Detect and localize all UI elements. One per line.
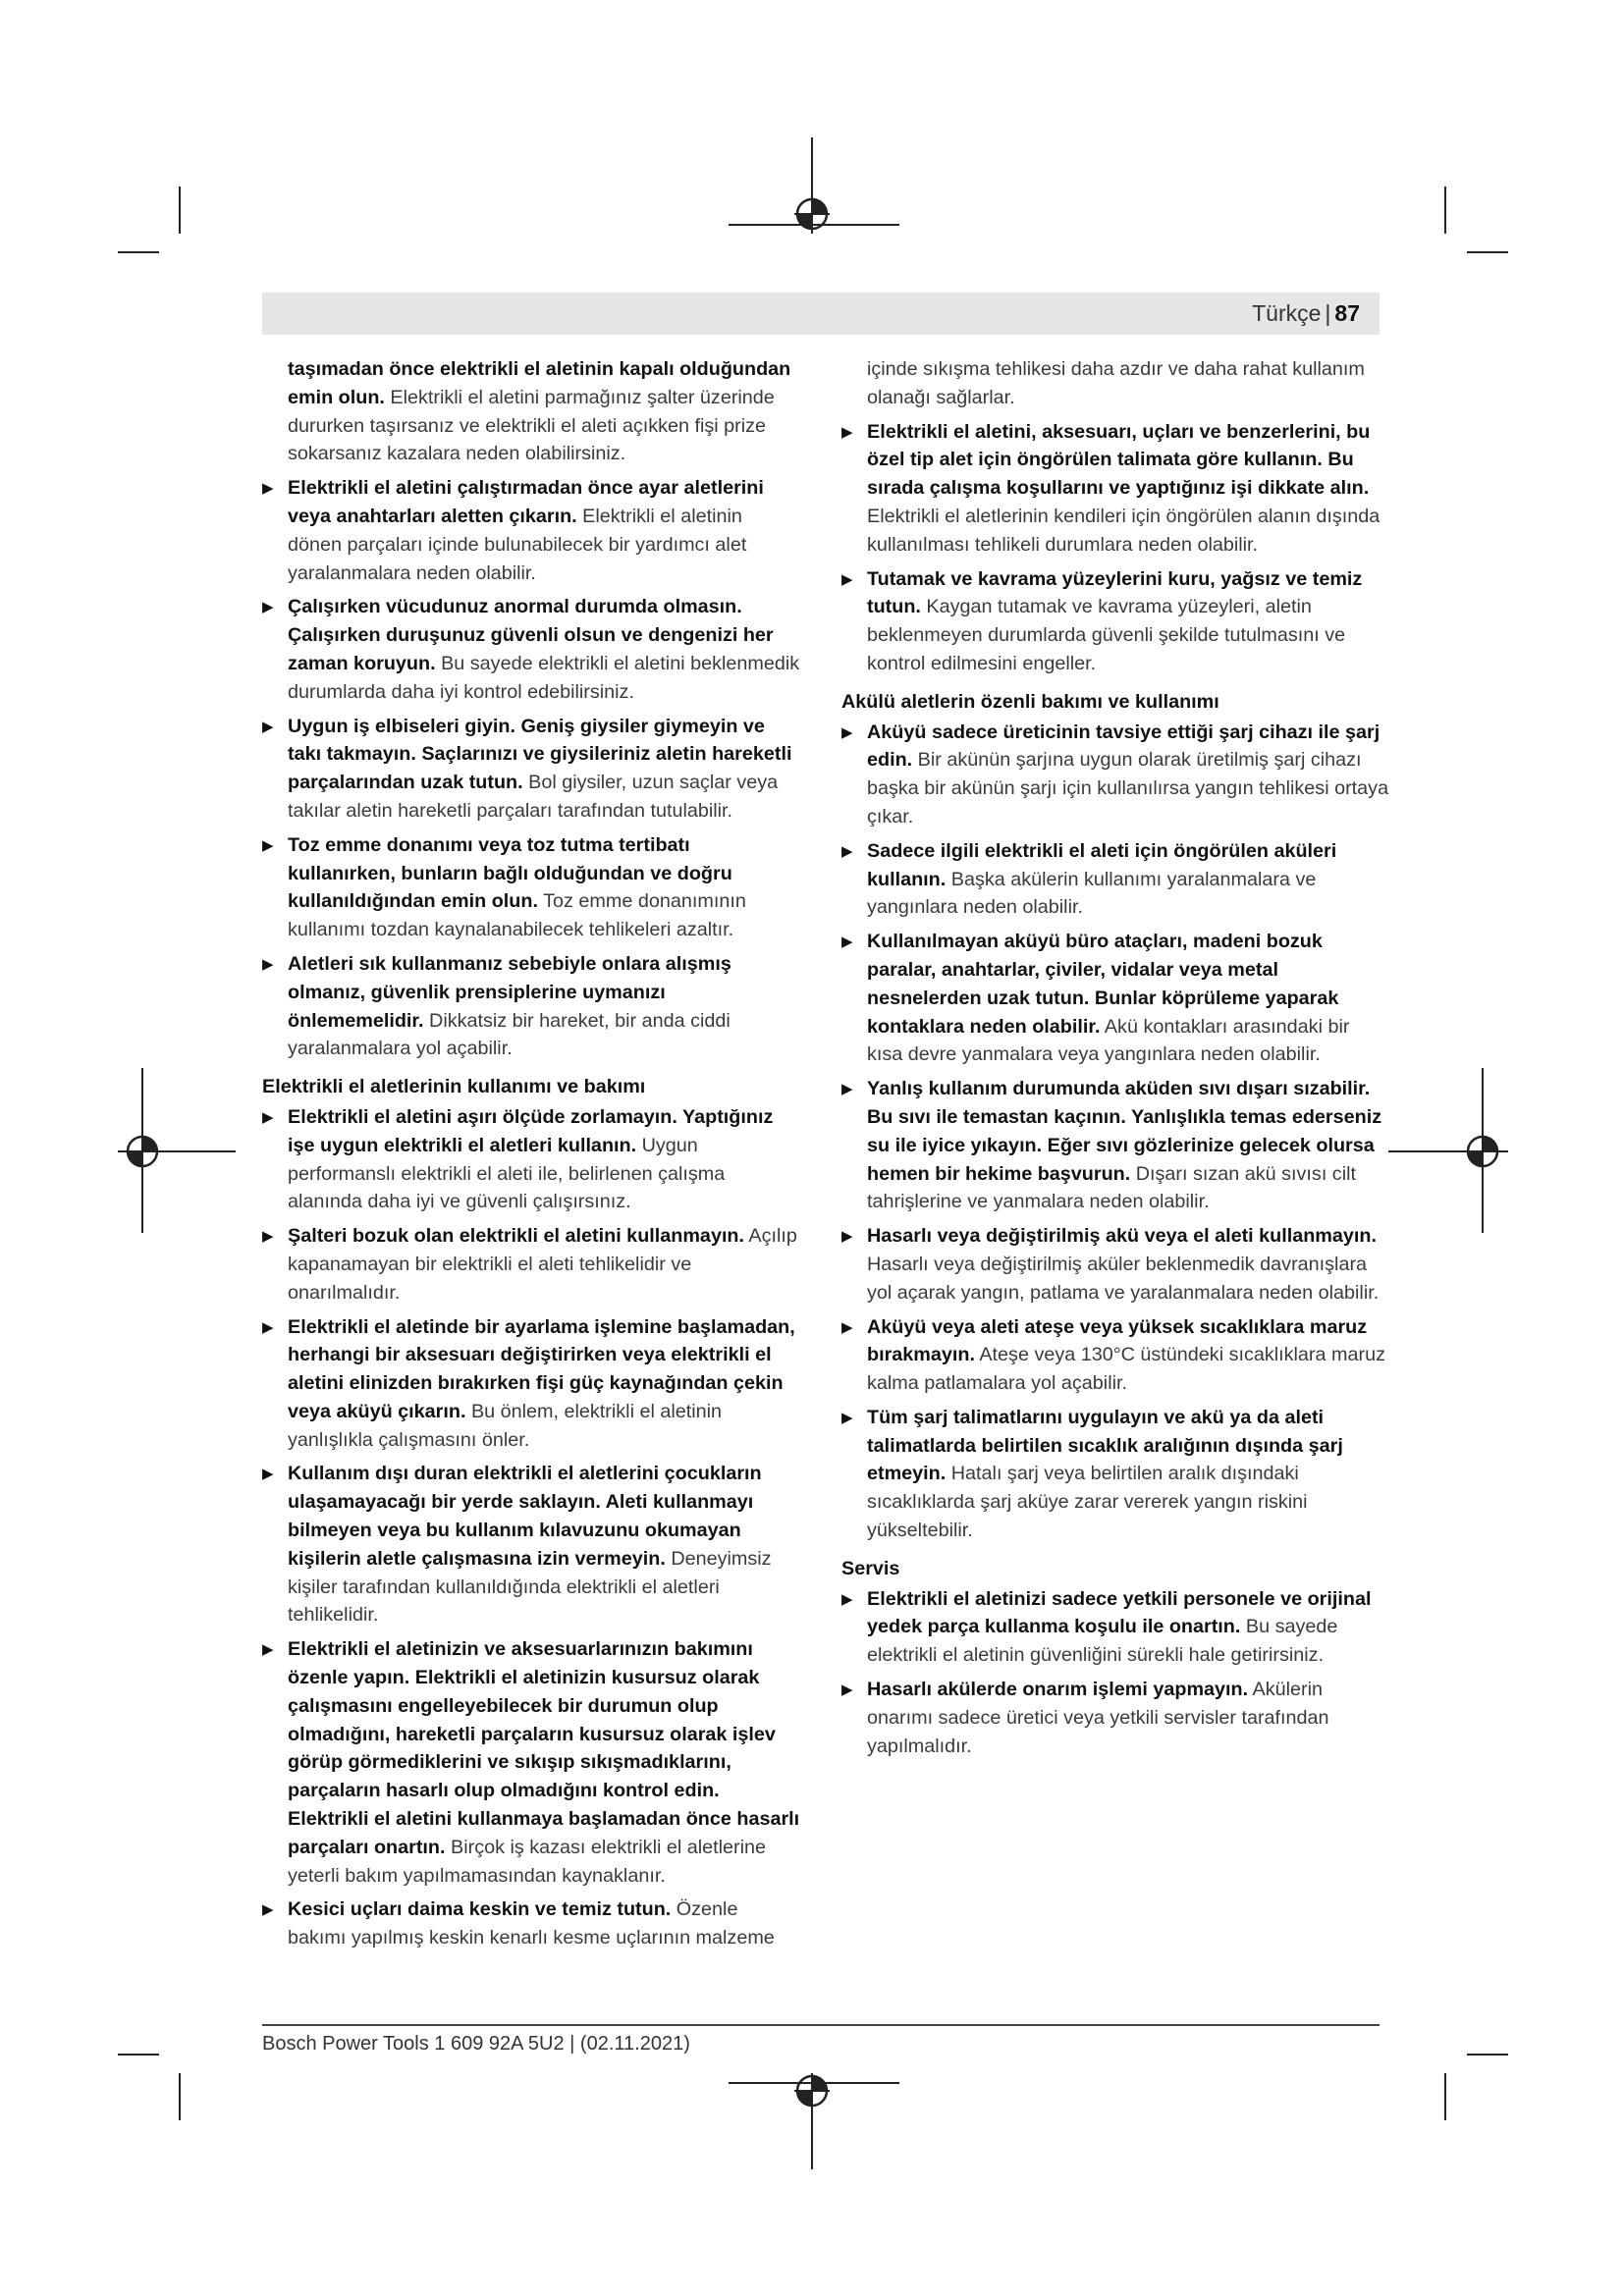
header-separator: | [1325,300,1331,326]
body-text: Bu sayede elektrikli el aletini beklenmedik durumlarda daha iyi kontrol edebilirsiniz. [288,652,800,703]
body-text: Kaygan tutamak ve kavrama yüzeyleri, aletin beklenmeyen durumlarda güvenli şekilde tutulmasını ve kontrol edilmesini engeller. [867,596,1346,674]
header-language: Türkçe [1252,300,1322,326]
bullet-arrow-icon: ▶ [841,570,853,588]
bold-lead: taşımadan önce elektrikli el aletinin kapalı olduğundan emin olun. [288,358,791,408]
crop-mark [179,2073,181,2120]
section-heading: Elektrikli el aletlerinin kullanımı ve bakımı [262,1076,646,1098]
bold-lead: Şalteri bozuk olan elektrikli el aletini kullanmayın. [288,1225,745,1248]
bold-lead: Tüm şarj talimatlarını uygulayın ve akü ya da aleti talimatlarda belirtilen sıcaklık aralığının dışında şarj etmeyin. [867,1406,1343,1485]
bullet-arrow-icon: ▶ [262,1641,274,1659]
safety-item [841,719,1389,831]
bold-lead: Sadece ilgili elektrikli el aleti için öngörülen aküleri kullanın. [867,839,1337,890]
bullet-arrow-icon: ▶ [841,1081,853,1098]
safety-item [262,1313,800,1455]
safety-item [841,928,1389,1069]
safety-item [841,1404,1389,1545]
body-text: Akü kontakları arasındaki bir kısa devre yanmalara veya yangınlara neden olabilir. [867,1015,1350,1066]
body-text: Bu önlem, elektrikli el aletinin yanlışlıkla çalışmasını önler. [288,1400,723,1451]
body-text: Toz emme donanımının kullanımı tozdan kaynalanabilecek tehlikeleri azaltır. [288,890,746,941]
bullet-arrow-icon: ▶ [262,1466,274,1483]
body-text: Başka akülerin kullanımı yaralanmalara ve yangınlara neden olabilir. [867,868,1317,919]
bullet-arrow-icon: ▶ [841,1228,853,1246]
left-column [262,355,800,1958]
continued-paragraph [841,355,1389,412]
body-text: Açılıp kapanamayan bir elektrikli el aleti tehlikelidir ve onarılmalıdır. [288,1225,797,1304]
body-text: Bol giysiler, uzun saçlar veya takılar aletin hareketli parçaları tarafından tutulabilir. [288,772,779,822]
page-number: 87 [1334,300,1360,326]
bold-lead: Tutamak ve kavrama yüzeylerini kuru, yağsız ve temiz tutun. [867,567,1363,618]
bullet-arrow-icon: ▶ [262,955,274,973]
bold-lead: Toz emme donanımı veya toz tutma tertibatı kullanırken, bunların bağlı olduğundan ve doğru kullanıldığından emin olun. [288,833,732,913]
bullet-arrow-icon: ▶ [262,480,274,498]
crop-mark [1444,2073,1446,2120]
bold-lead: Aküyü sadece üreticinin tavsiye ettiği şarj cihazı ile şarj edin. [867,721,1380,772]
body-text: Elektrikli el aletini parmağınız şalter üzerinde dururken taşırsanız ve elektrikli el aleti açıkken fişi prize sokarsanız kazalara neden olabilirsiniz. [288,386,775,465]
bullet-arrow-icon: ▶ [841,1409,853,1426]
safety-item [262,831,800,944]
safety-item [262,1896,800,1952]
crop-mark [1467,2054,1508,2056]
crop-mark [179,187,181,234]
bullet-arrow-icon: ▶ [262,1108,274,1126]
safety-item [262,1103,800,1216]
body-text: Akülerin onarımı sadece üretici veya yetkili servisler tarafından yapılmalıdır. [867,1679,1329,1757]
safety-item [262,1635,800,1890]
body-text: Elektrikli el aletlerinin kendileri için öngörülen alanın dışında kullanılması tehlikeli durumlara neden olabilir. [867,505,1380,556]
safety-item [841,1676,1389,1760]
bold-lead: Hasarlı veya değiştirilmiş akü veya el aleti kullanmayın. [867,1225,1377,1248]
body-text: Bir akünün şarjına uygun olarak üretilmiş şarj cihazı başka bir akünün şarjı için kullanılırsa yangın tehlikesi ortaya çıkar. [867,749,1389,828]
registration-target-icon [794,2073,830,2109]
safety-item [841,1585,1389,1670]
bold-lead: Aküyü veya aleti ateşe veya yüksek sıcaklıklara maruz bırakmayın. [867,1315,1368,1366]
bullet-arrow-icon: ▶ [841,934,853,951]
body-text: içinde sıkışma tehlikesi daha azdır ve daha rahat kullanım olanağı sağlarlar. [867,358,1365,408]
crop-mark [118,2054,159,2056]
body-text: Özenle bakımı yapılmış keskin kenarlı kesme uçlarının malzeme [288,1898,775,1949]
bold-lead: Çalışırken vücudunuz anormal durumda olmasın. Çalışırken duruşunuz güvenli olsun ve dengenizi her zaman koruyun. [288,596,774,674]
bold-lead: Elektrikli el aletinizi sadece yetkili personele ve orijinal yedek parça kullanma koşulu ile onartın. [867,1587,1372,1638]
body-text: Hatalı şarj veya belirtilen aralık dışındaki sıcaklıklarda şarj aküye zarar vererek yangın riskini yükseltebilir. [867,1463,1308,1542]
safety-item [262,593,800,706]
bullet-arrow-icon: ▶ [262,718,274,735]
safety-item [262,474,800,587]
section-heading: Akülü aletlerin özenli bakımı ve kullanımı [841,690,1219,713]
bold-lead: Elektrikli el aletinizin ve aksesuarlarınızın bakımını özenle yapın. Elektrikli el aletinizin kusursuz olarak çalışmasını engelleyebilecek bir durumun olup olmadığını, hareketli parçaların kusursuz olarak işlev görüp görmediklerini ve sıkışıp sıkışmadıklarını, parçaların hasarlı olup olmadığını kontrol edin. Elektrikli el aletini kullanmaya başlamadan önce hasarlı parçaları onartın. [288,1638,800,1858]
bullet-arrow-icon: ▶ [841,1682,853,1699]
section-heading: Servis [841,1557,900,1579]
bullet-arrow-icon: ▶ [262,1228,274,1246]
registration-target-icon [1465,1134,1500,1169]
crop-mark [1467,251,1508,253]
safety-item [262,1460,800,1629]
crop-mark [1444,187,1446,234]
registration-target-icon [125,1134,160,1169]
registration-target-icon [794,196,830,232]
bullet-arrow-icon: ▶ [841,842,853,860]
bold-lead: Aletleri sık kullanmanız sebebiyle onlara alışmış olmanız, güvenlik prensiplerine uymanızı önlememelidir. [288,952,731,1032]
safety-item [841,1075,1389,1216]
body-text: Ateşe veya 130°C üstündeki sıcaklıklara maruz kalma patlamalara yol açabilir. [867,1344,1385,1395]
continued-paragraph [262,355,800,468]
bullet-arrow-icon: ▶ [841,423,853,441]
safety-item [262,713,800,826]
body-text: Bu sayede elektrikli el aletinin güvenliğini sürekli hale getirirsiniz. [867,1616,1338,1667]
crop-mark [118,251,159,253]
body-text: Hasarlı veya değiştirilmiş aküler beklenmedik davranışlara yol açarak yangın, patlama ve yaralanmalara neden olabilir. [867,1253,1380,1304]
bullet-arrow-icon: ▶ [841,1590,853,1608]
safety-item [841,418,1389,560]
bold-lead: Hasarlı akülerde onarım işlemi yapmayın. [867,1679,1249,1701]
bold-lead: Kullanım dışı duran elektrikli el aletlerini çocukların ulaşamayacağı bir yerde saklayın. Aleti kullanmayı bilmeyen veya bu kullanım kılavuzunu okumayan kişilerin aletle çalışmasına izin vermeyin. [288,1463,762,1570]
bullet-arrow-icon: ▶ [841,1318,853,1336]
safety-item [841,1222,1389,1307]
page-header [262,293,1380,335]
bold-lead: Elektrikli el aletini aşırı ölçüde zorlamayın. Yaptığınız işe uygun elektrikli el aletleri kullanın. [288,1105,774,1156]
safety-item [841,1313,1389,1398]
bullet-arrow-icon: ▶ [262,1901,274,1919]
bold-lead: Kesici uçları daima keskin ve temiz tutun. [288,1898,672,1921]
body-text: Elektrikli el aletinin dönen parçaları içinde bulunabilecek bir yardımcı alet yaralanmalara neden olabilir. [288,505,747,584]
footer-text: Bosch Power Tools 1 609 92A 5U2 | (02.11.2021) [262,2033,690,2055]
body-text: Deneyimsiz kişiler tarafından kullanıldığında elektrikli el aletleri tehlikelidir. [288,1547,772,1627]
right-column [841,355,1389,1766]
bold-lead: Kullanılmayan aküyü büro ataçları, madeni bozuk paralar, anahtarlar, çiviler, vidalar veya metal nesnelerden uzak tutun. Bunlar köprüleme yaparak kontaklara neden olabilir. [867,931,1339,1038]
body-text: Uygun performanslı elektrikli el aleti ile, belirlenen çalışma alanında daha iyi ve güvenli çalışırsınız. [288,1134,726,1213]
safety-item [841,837,1389,922]
bold-lead: Elektrikli el aletini, aksesuarı, uçları ve benzerlerini, bu özel tip alet için öngörülen talimata göre kullanın. Bu sırada çalışma koşullarını ve yaptığınız işi dikkate alın. [867,420,1371,500]
body-text: Birçok iş kazası elektrikli el aletlerine yeterli bakım yapılmamasından kaynaklanır. [288,1836,767,1887]
bullet-arrow-icon: ▶ [262,836,274,854]
bold-lead: Elektrikli el aletini çalıştırmadan önce ayar aletlerini veya anahtarları aletten çıkarın. [288,477,764,527]
footer-rule [262,2024,1380,2026]
bullet-arrow-icon: ▶ [262,599,274,616]
safety-item [262,950,800,1063]
safety-item [262,1222,800,1307]
body-text: Dışarı sızan akü sıvısı cilt tahrişlerine ve yanmalara neden olabilir. [867,1162,1356,1213]
bullet-arrow-icon: ▶ [841,723,853,741]
safety-item [841,565,1389,678]
bullet-arrow-icon: ▶ [262,1318,274,1336]
bold-lead: Uygun iş elbiseleri giyin. Geniş giysiler giymeyin ve takı takmayın. Saçlarınızı ve giysileriniz aletin hareketli parçalarından uzak tutun. [288,715,792,794]
bold-lead: Elektrikli el aletinde bir ayarlama işlemine başlamadan, herhangi bir aksesuarı değiştirirken veya elektrikli el aletini elinizden bırakırken fişi güç kaynağından çekin veya aküyü çıkarın. [288,1315,795,1422]
body-text: Dikkatsiz bir hareket, bir anda ciddi yaralanmalara yol açabilir. [288,1009,731,1060]
header-text [1252,300,1360,327]
bold-lead: Yanlış kullanım durumunda aküden sıvı dışarı sızabilir. Bu sıvı ile temastan kaçının. Yanlışlıkla temas ederseniz su ile iyice yıkayın. Eğer sıvı gözlerinize gelecek olursa hemen bir hekime başvurun. [867,1078,1382,1185]
